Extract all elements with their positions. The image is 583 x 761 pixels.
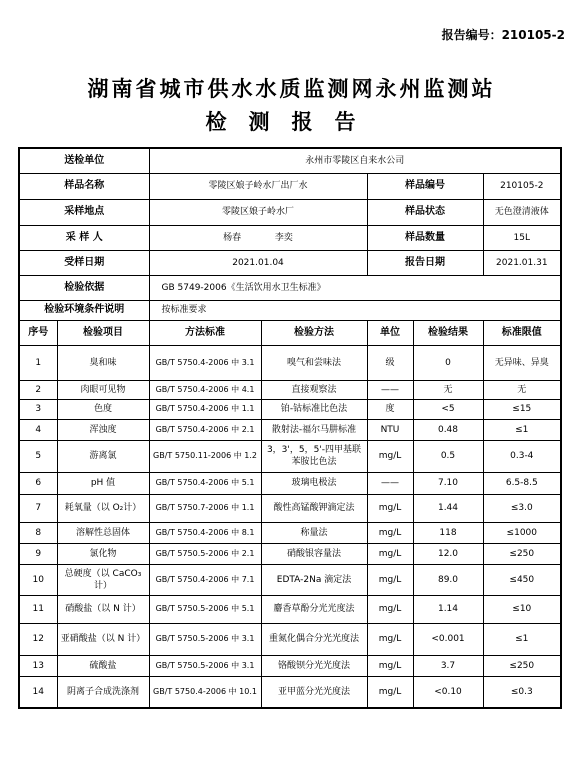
row-no: 7 xyxy=(19,494,57,522)
header-result: 检验结果 xyxy=(413,320,483,345)
row-no: 4 xyxy=(19,419,57,440)
header-method: 检验方法 xyxy=(261,320,367,345)
site-label: 采样地点 xyxy=(19,199,149,225)
table-row xyxy=(19,676,561,708)
row-item: 游离氯 xyxy=(57,440,149,472)
report-number: 报告编号：210105-2 xyxy=(441,28,565,42)
row-standard: GB/T 5750.4-2006 中 2.1 xyxy=(149,419,261,440)
sample-no-value: 210105-2 xyxy=(483,173,561,199)
row-method: 重氮化偶合分光光度法 xyxy=(261,623,367,655)
row-result: 无 xyxy=(413,380,483,399)
row-standard: GB/T 5750.5-2006 中 5.1 xyxy=(149,595,261,623)
row-no: 9 xyxy=(19,543,57,564)
row-limit: ≤1 xyxy=(483,419,561,440)
row-limit: ≤3.0 xyxy=(483,494,561,522)
row-limit: ≤15 xyxy=(483,399,561,419)
row-limit: ≤0.3 xyxy=(483,676,561,708)
row-no: 12 xyxy=(19,623,57,655)
row-unit: mg/L xyxy=(367,522,413,543)
sample-no-label: 样品编号 xyxy=(367,173,483,199)
row-no: 2 xyxy=(19,380,57,399)
row-method: 铬酸钡分光光度法 xyxy=(261,655,367,676)
row-standard: GB/T 5750.4-2006 中 8.1 xyxy=(149,522,261,543)
header-no: 序号 xyxy=(19,320,57,345)
row-method: 铂-钴标准比色法 xyxy=(261,399,367,419)
table-row xyxy=(19,564,561,595)
row-item: 色度 xyxy=(57,399,149,419)
row-unit: NTU xyxy=(367,419,413,440)
table-row xyxy=(19,494,561,522)
row-method: 亚甲蓝分光光度法 xyxy=(261,676,367,708)
results-body xyxy=(19,345,561,708)
row-result: 12.0 xyxy=(413,543,483,564)
table-row xyxy=(19,655,561,676)
row-standard: GB/T 5750.11-2006 中 1.2 xyxy=(149,440,261,472)
table-row xyxy=(19,345,561,380)
table-row xyxy=(19,623,561,655)
row-result: 0.48 xyxy=(413,419,483,440)
row-item: 阴离子合成洗涤剂 xyxy=(57,676,149,708)
row-item: 溶解性总固体 xyxy=(57,522,149,543)
sampler-name-1: 杨春 xyxy=(223,232,242,243)
header-limit: 标准限值 xyxy=(483,320,561,345)
report-date-label: 报告日期 xyxy=(367,250,483,275)
row-method: EDTA-2Na 滴定法 xyxy=(261,564,367,595)
table-row xyxy=(19,440,561,472)
row-no: 5 xyxy=(19,440,57,472)
basis-value: GB 5749-2006《生活饮用水卫生标准》 xyxy=(149,275,561,300)
row-method: 直接观察法 xyxy=(261,380,367,399)
row-limit: ≤10 xyxy=(483,595,561,623)
row-no: 3 xyxy=(19,399,57,419)
row-limit: 0.3-4 xyxy=(483,440,561,472)
row-limit: 无 xyxy=(483,380,561,399)
client-value: 永州市零陵区自来水公司 xyxy=(149,148,561,173)
row-limit: ≤1 xyxy=(483,623,561,655)
row-unit: mg/L xyxy=(367,623,413,655)
row-method: 麝香草酚分光光度法 xyxy=(261,595,367,623)
row-limit: ≤450 xyxy=(483,564,561,595)
row-no: 13 xyxy=(19,655,57,676)
environment-label: 检验环境条件说明 xyxy=(19,300,149,320)
row-standard: GB/T 5750.4-2006 中 10.1 xyxy=(149,676,261,708)
header-unit: 单位 xyxy=(367,320,413,345)
row-no: 1 xyxy=(19,345,57,380)
sampler-label: 采 样 人 xyxy=(19,225,149,250)
row-item: 臭和味 xyxy=(57,345,149,380)
state-value: 无色澄清液体 xyxy=(483,199,561,225)
row-item: 浑浊度 xyxy=(57,419,149,440)
row-result: 1.44 xyxy=(413,494,483,522)
table-row xyxy=(19,399,561,419)
row-item: 亚硝酸盐（以 N 计） xyxy=(57,623,149,655)
row-result: 89.0 xyxy=(413,564,483,595)
row-result: <0.10 xyxy=(413,676,483,708)
state-label: 样品状态 xyxy=(367,199,483,225)
row-unit: mg/L xyxy=(367,564,413,595)
row-limit: 无异味、异臭 xyxy=(483,345,561,380)
table-row xyxy=(19,380,561,399)
receive-date-value: 2021.01.04 xyxy=(149,250,367,275)
row-standard: GB/T 5750.4-2006 中 5.1 xyxy=(149,472,261,494)
row-item: 总硬度（以 CaCO₃计） xyxy=(57,564,149,595)
report-title-type: 检测报告 xyxy=(205,110,378,134)
row-no: 14 xyxy=(19,676,57,708)
row-result: 0.5 xyxy=(413,440,483,472)
row-unit: —— xyxy=(367,380,413,399)
row-item: pH 值 xyxy=(57,472,149,494)
table-row xyxy=(19,522,561,543)
row-method: 3，3'，5，5'-四甲基联苯胺比色法 xyxy=(261,440,367,472)
row-unit: —— xyxy=(367,472,413,494)
quantity-value: 15L xyxy=(483,225,561,250)
row-result: 3.7 xyxy=(413,655,483,676)
row-standard: GB/T 5750.5-2006 中 3.1 xyxy=(149,655,261,676)
row-standard: GB/T 5750.4-2006 中 4.1 xyxy=(149,380,261,399)
row-item: 肉眼可见物 xyxy=(57,380,149,399)
row-unit: mg/L xyxy=(367,543,413,564)
results-header-row xyxy=(19,320,561,345)
row-method: 称量法 xyxy=(261,522,367,543)
row-no: 11 xyxy=(19,595,57,623)
row-unit: mg/L xyxy=(367,440,413,472)
table-row xyxy=(19,472,561,494)
row-unit: 级 xyxy=(367,345,413,380)
row-method: 酸性高锰酸钾滴定法 xyxy=(261,494,367,522)
sample-name-label: 样品名称 xyxy=(19,173,149,199)
header-item: 检验项目 xyxy=(57,320,149,345)
site-value: 零陵区娘子岭水厂 xyxy=(149,199,367,225)
row-unit: mg/L xyxy=(367,494,413,522)
header-standard: 方法标准 xyxy=(149,320,261,345)
row-standard: GB/T 5750.5-2006 中 2.1 xyxy=(149,543,261,564)
row-unit: mg/L xyxy=(367,655,413,676)
row-method: 嗅气和尝味法 xyxy=(261,345,367,380)
row-standard: GB/T 5750.5-2006 中 3.1 xyxy=(149,623,261,655)
row-unit: mg/L xyxy=(367,595,413,623)
row-method: 玻璃电极法 xyxy=(261,472,367,494)
report-date-value: 2021.01.31 xyxy=(483,250,561,275)
row-limit: ≤250 xyxy=(483,655,561,676)
quantity-label: 样品数量 xyxy=(367,225,483,250)
row-result: 1.14 xyxy=(413,595,483,623)
table-row xyxy=(19,419,561,440)
report-title-organization: 湖南省城市供水水质监测网永州监测站 xyxy=(87,77,496,101)
row-no: 6 xyxy=(19,472,57,494)
row-method: 硝酸银容量法 xyxy=(261,543,367,564)
row-result: <0.001 xyxy=(413,623,483,655)
row-limit: ≤250 xyxy=(483,543,561,564)
sampler-value xyxy=(149,225,367,250)
row-item: 氯化物 xyxy=(57,543,149,564)
table-row xyxy=(19,543,561,564)
row-unit: mg/L xyxy=(367,676,413,708)
row-result: <5 xyxy=(413,399,483,419)
row-no: 8 xyxy=(19,522,57,543)
environment-value: 按标准要求 xyxy=(149,300,561,320)
row-unit: 度 xyxy=(367,399,413,419)
row-method: 散射法-福尔马肼标准 xyxy=(261,419,367,440)
row-limit: 6.5-8.5 xyxy=(483,472,561,494)
row-result: 0 xyxy=(413,345,483,380)
row-result: 7.10 xyxy=(413,472,483,494)
report-table xyxy=(18,147,562,709)
row-standard: GB/T 5750.7-2006 中 1.1 xyxy=(149,494,261,522)
table-row xyxy=(19,595,561,623)
sample-name-value: 零陵区娘子岭水厂出厂水 xyxy=(149,173,367,199)
row-no: 10 xyxy=(19,564,57,595)
row-standard: GB/T 5750.4-2006 中 3.1 xyxy=(149,345,261,380)
row-item: 硝酸盐（以 N 计） xyxy=(57,595,149,623)
receive-date-label: 受样日期 xyxy=(19,250,149,275)
sampler-name-2: 李奕 xyxy=(274,232,293,243)
row-result: 118 xyxy=(413,522,483,543)
row-standard: GB/T 5750.4-2006 中 1.1 xyxy=(149,399,261,419)
row-item: 耗氧量（以 O₂计） xyxy=(57,494,149,522)
basis-label: 检验依据 xyxy=(19,275,149,300)
row-limit: ≤1000 xyxy=(483,522,561,543)
row-item: 硫酸盐 xyxy=(57,655,149,676)
row-standard: GB/T 5750.4-2006 中 7.1 xyxy=(149,564,261,595)
client-label: 送检单位 xyxy=(19,148,149,173)
